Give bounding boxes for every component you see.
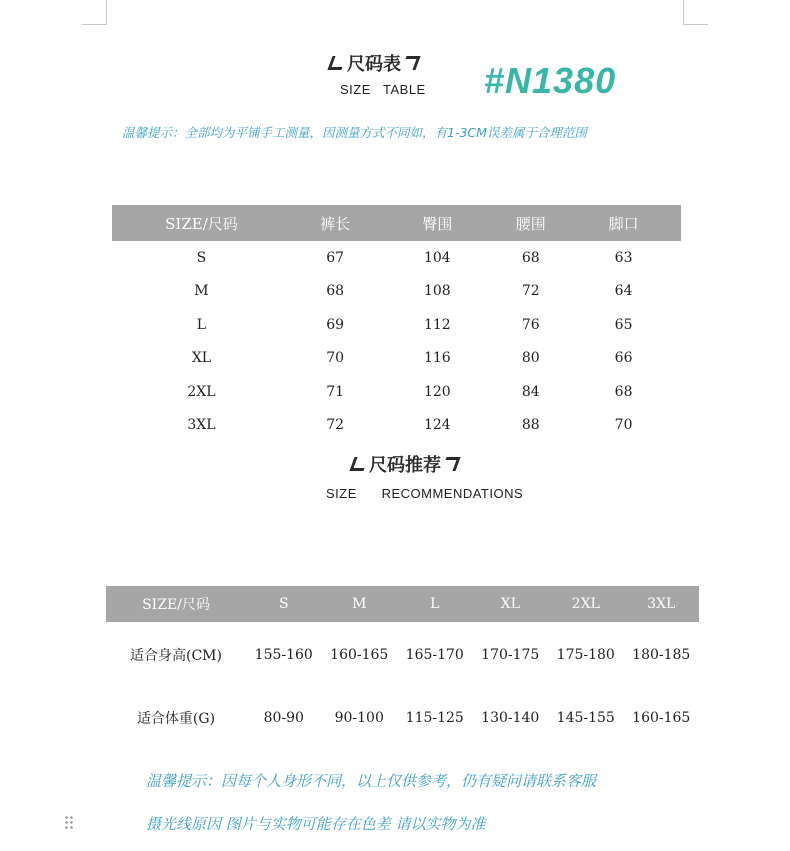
recommend-subtitle: SIZE RECOMMENDATIONS — [326, 486, 524, 501]
recommend-heading — [352, 451, 458, 477]
recommend-table — [106, 586, 699, 748]
size-table-header-row — [112, 205, 681, 241]
table-cell: 104 — [423, 249, 451, 266]
recommend-title: 尺码推荐 — [369, 455, 441, 476]
table-cell: 70 — [614, 417, 633, 434]
drag-handle-icon[interactable] — [64, 815, 74, 831]
bracket-right-icon — [441, 457, 460, 471]
table-row — [112, 241, 681, 275]
table-cell: 90-100 — [334, 710, 384, 726]
size-table-title: 尺码表 — [347, 54, 401, 75]
table-cell: 3XL — [187, 417, 216, 434]
table-cell: 64 — [614, 283, 633, 300]
product-code: #N1380 — [484, 60, 617, 101]
column-header: M — [352, 596, 367, 612]
table-cell: 68 — [326, 283, 345, 300]
table-cell: 68 — [614, 383, 633, 400]
table-cell: 71 — [326, 383, 345, 400]
table-row — [112, 409, 681, 443]
footer-note-line2: 摄光线原因 图片与实物可能存在色差 请以实物为准 — [146, 815, 486, 833]
table-row — [112, 342, 681, 376]
table-row — [106, 688, 699, 748]
row-label: 适合体重(G) — [136, 711, 216, 727]
row-label: 适合身高(CM) — [130, 648, 222, 664]
table-cell: 124 — [423, 417, 451, 434]
column-header: L — [430, 596, 440, 612]
table-cell: 165-170 — [405, 647, 464, 663]
page-corner-mark — [82, 0, 107, 25]
bracket-left-icon — [349, 457, 368, 471]
table-cell: 67 — [326, 249, 345, 266]
table-cell: S — [196, 249, 207, 266]
table-cell: 160-165 — [632, 710, 691, 726]
table-cell: 76 — [521, 316, 540, 333]
table-row — [112, 275, 681, 309]
table-cell: 68 — [521, 249, 540, 266]
table-cell: 116 — [423, 350, 451, 367]
column-header: 3XL — [647, 596, 676, 612]
table-cell: 175-180 — [556, 647, 615, 663]
table-cell: M — [194, 283, 209, 300]
table-cell: XL — [191, 350, 212, 367]
table-cell: 70 — [326, 350, 345, 367]
bracket-left-icon — [327, 56, 346, 70]
table-cell: 80 — [521, 350, 540, 367]
table-row — [106, 622, 699, 688]
footer-note-line1: 温馨提示：因每个人身形不同，以上仅供参考，仍有疑问请联系客服 — [146, 772, 597, 790]
table-cell: 160-165 — [330, 647, 389, 663]
table-cell: 155-160 — [254, 647, 313, 663]
column-header: 裤长 — [320, 214, 351, 233]
column-header: 臀围 — [422, 214, 453, 233]
recommend-header-row — [106, 586, 699, 622]
column-header: 腰围 — [515, 214, 546, 233]
column-header: XL — [500, 596, 520, 612]
size-table — [112, 205, 681, 442]
table-cell: 112 — [423, 316, 451, 333]
table-cell: 80-90 — [263, 710, 304, 726]
table-cell: 69 — [326, 316, 345, 333]
table-cell: 115-125 — [405, 710, 464, 726]
table-cell: 84 — [521, 383, 540, 400]
table-cell: 65 — [614, 316, 633, 333]
page-corner-mark — [683, 0, 708, 25]
column-header: S — [278, 596, 289, 612]
size-table-subtitle: SIZE TABLE — [340, 82, 426, 97]
size-table-heading — [330, 50, 418, 76]
table-cell: 145-155 — [556, 710, 615, 726]
table-cell: 108 — [423, 283, 451, 300]
table-row — [112, 308, 681, 342]
table-cell: 120 — [423, 383, 451, 400]
column-header: 脚口 — [608, 214, 639, 233]
table-row — [112, 375, 681, 409]
table-cell: 63 — [614, 249, 633, 266]
table-cell: 88 — [521, 417, 540, 434]
column-header: 2XL — [571, 596, 600, 612]
table-cell: 180-185 — [632, 647, 691, 663]
table-cell: 170-175 — [481, 647, 540, 663]
column-header: SIZE/尺码 — [165, 214, 238, 233]
table-cell: 72 — [521, 283, 540, 300]
bracket-right-icon — [401, 56, 420, 70]
table-cell: 130-140 — [481, 710, 540, 726]
table-cell: L — [196, 316, 207, 333]
measurement-note: 温馨提示：全部均为平铺手工测量，因测量方式不同如，有1-3CM误差属于合理范围 — [122, 125, 587, 140]
table-cell: 2XL — [187, 383, 216, 400]
column-header: SIZE/尺码 — [142, 597, 210, 613]
table-cell: 66 — [614, 350, 633, 367]
table-cell: 72 — [326, 417, 345, 434]
